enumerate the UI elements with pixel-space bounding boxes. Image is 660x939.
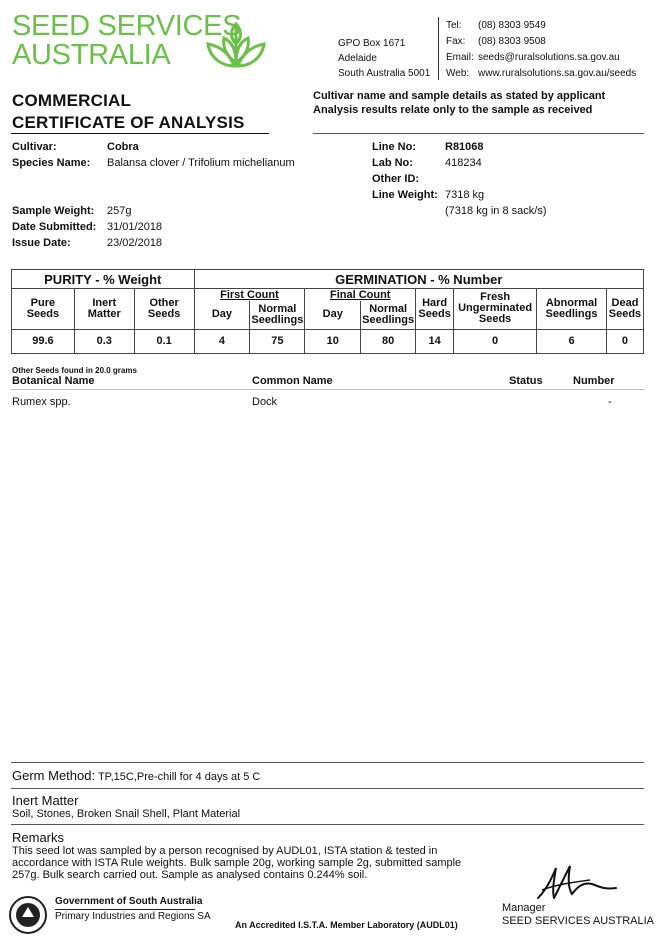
germination-header: GERMINATION - % Number (194, 270, 643, 289)
col-fresh-l1: Fresh (480, 291, 511, 304)
manager-block (502, 902, 654, 928)
col-final-normal-l2: Seedlings (362, 313, 415, 326)
species-label: Species Name: (12, 157, 91, 169)
address-line: GPO Box 1671 (338, 38, 406, 49)
col-inert-l2: Matter (87, 307, 121, 320)
value-hard: 14 (416, 329, 454, 353)
botanical-name-header: Botanical Name (12, 375, 95, 387)
sample-weight-label: Sample Weight: (12, 205, 95, 217)
col-first-normal-l1: Normal (258, 302, 297, 315)
col-inert-l1: Inert (92, 296, 117, 309)
remarks-line: accordance with ISTA Rule weights. Bulk sample 20g, working sample 2g, submitted sample (12, 857, 462, 869)
col-final-normal (361, 301, 416, 329)
title-line1: COMMERCIAL (12, 91, 132, 110)
tel-value: (08) 8303 9549 (478, 20, 546, 31)
value-pure: 99.6 (12, 329, 75, 353)
gov-line2: Primary Industries and Regions SA (55, 911, 211, 922)
contact-divider (438, 17, 439, 80)
other-seed-botanical: Rumex spp. (12, 396, 71, 408)
manager-org: SEED SERVICES AUSTRALIA (502, 915, 655, 927)
line-weight-value: 7318 kg (445, 189, 485, 201)
title-line2: CERTIFICATE OF ANALYSIS (12, 113, 245, 132)
date-submitted-value: 31/01/2018 (107, 221, 163, 233)
inert-matter-value: Soil, Stones, Broken Snail Shell, Plant Material (12, 808, 241, 820)
col-first-normal (250, 301, 305, 329)
number-header: Number (573, 375, 615, 387)
col-fresh-l2: Ungerminated (458, 302, 533, 315)
value-first-day: 4 (194, 329, 250, 353)
col-abnormal-seedlings (537, 289, 607, 330)
germ-method-label: Germ Method: (12, 768, 96, 783)
title-rule (11, 133, 269, 134)
remarks-line: This seed lot was sampled by a person recognised by AUDL01, ISTA station & tested in (12, 845, 438, 857)
brand-line1: SEED SERVICES (12, 10, 242, 42)
address-line: Adelaide (338, 53, 377, 64)
inert-rule (11, 788, 644, 789)
first-count-header: First Count (194, 289, 305, 302)
value-inert: 0.3 (74, 329, 134, 353)
col-hard-l2: Seeds (418, 307, 451, 320)
accreditation-note: An Accredited I.S.T.A. Member Laboratory (AUDL01) (235, 920, 458, 930)
col-pure-seeds (12, 289, 75, 330)
lab-no-value: 418234 (445, 157, 482, 169)
line-weight-label: Line Weight: (372, 189, 438, 201)
purity-header: PURITY - % Weight (12, 270, 195, 289)
inert-matter-section (12, 793, 240, 820)
col-abnormal-l2: Seedlings (545, 307, 598, 320)
col-fresh-l3: Seeds (478, 313, 512, 326)
date-submitted-label: Date Submitted: (12, 221, 97, 233)
cultivar-value: Cobra (107, 141, 139, 153)
email-link[interactable]: seeds@ruralsolutions.sa.gov.au (478, 52, 620, 63)
line-weight-note: (7318 kg in 8 sack/s) (445, 205, 547, 217)
seed-leaves-icon (200, 14, 272, 70)
postal-address (338, 36, 430, 81)
col-pure-l2: Seeds (26, 307, 60, 320)
remarks-line: 257g. Bulk search carried out. Sample as analysed contains 0.244% soil. (12, 869, 368, 881)
col-inert-matter (74, 289, 134, 330)
issue-date-label: Issue Date: (12, 237, 71, 249)
other-seeds-found-label: Other Seeds found in 20.0 grams (12, 366, 137, 375)
results-table (11, 269, 644, 354)
header-rule (313, 133, 644, 134)
col-abnormal-l1: Abnormal (545, 296, 598, 309)
final-count-header: Final Count (305, 289, 416, 302)
manager-title: Manager (502, 902, 546, 914)
contact-block (446, 18, 636, 82)
web-label: Web: (446, 68, 470, 79)
sample-weight-value: 257g (107, 205, 132, 217)
col-pure-l1: Pure (30, 296, 56, 309)
inert-matter-label: Inert Matter (12, 793, 79, 808)
disclaimer-line1: Cultivar name and sample details as stated by applicant (313, 90, 606, 102)
germ-method (12, 768, 260, 783)
remarks-section (12, 830, 461, 881)
fax-label: Fax: (446, 36, 466, 47)
col-hard-seeds (416, 289, 454, 330)
line-no-value: R81068 (445, 141, 484, 153)
fax-value: (08) 8303 9508 (478, 36, 546, 47)
address-line: South Australia 5001 (338, 68, 431, 79)
col-first-day: Day (194, 301, 250, 329)
web-link[interactable]: www.ruralsolutions.sa.gov.au/seeds (478, 68, 637, 79)
tel-label: Tel: (446, 20, 462, 31)
col-hard-l1: Hard (422, 296, 448, 309)
value-first-normal: 75 (250, 329, 305, 353)
value-abnormal: 6 (537, 329, 607, 353)
gov-line1: Government of South Australia (55, 896, 203, 907)
other-seed-common: Dock (252, 396, 278, 408)
disclaimer (313, 89, 605, 117)
government-seal-icon (8, 895, 48, 935)
lab-no-label: Lab No: (372, 157, 413, 169)
col-other-l2: Seeds (147, 307, 181, 320)
value-other: 0.1 (134, 329, 194, 353)
issue-date-value: 23/02/2018 (107, 237, 163, 249)
col-final-day: Day (305, 301, 361, 329)
other-id-label: Other ID: (372, 173, 420, 185)
cultivar-label: Cultivar: (12, 141, 57, 153)
species-value: Balansa clover / Trifolium michelianum (107, 157, 295, 169)
line-no-label: Line No: (372, 141, 416, 153)
remarks-label: Remarks (12, 830, 65, 845)
value-final-day: 10 (305, 329, 361, 353)
col-other-seeds (134, 289, 194, 330)
gov-rule (55, 909, 195, 910)
status-header: Status (509, 375, 543, 387)
col-dead-seeds (606, 289, 643, 330)
germ-method-value: TP,15C,Pre-chill for 4 days at 5 C (97, 771, 261, 783)
email-label: Email: (446, 52, 474, 63)
other-seed-number: - (608, 396, 612, 408)
col-final-normal-l1: Normal (369, 302, 408, 315)
common-name-header: Common Name (252, 375, 333, 387)
brand-line2: AUSTRALIA (12, 39, 171, 71)
col-other-l1: Other (149, 296, 179, 309)
germ-method-rule (11, 762, 644, 763)
manager-signature (532, 860, 622, 904)
col-dead-l1: Dead (611, 296, 639, 309)
remarks-rule (11, 824, 644, 825)
value-dead: 0 (606, 329, 643, 353)
col-fresh-ungerminated (454, 289, 537, 330)
value-fresh-ungerm: 0 (454, 329, 537, 353)
disclaimer-line2: Analysis results relate only to the sample as received (313, 104, 593, 116)
value-final-normal: 80 (361, 329, 416, 353)
col-first-normal-l2: Seedlings (251, 313, 304, 326)
results-values-row (12, 329, 644, 353)
certificate-title (12, 90, 245, 134)
col-dead-l2: Seeds (608, 307, 642, 320)
other-seeds-rule (11, 389, 644, 390)
